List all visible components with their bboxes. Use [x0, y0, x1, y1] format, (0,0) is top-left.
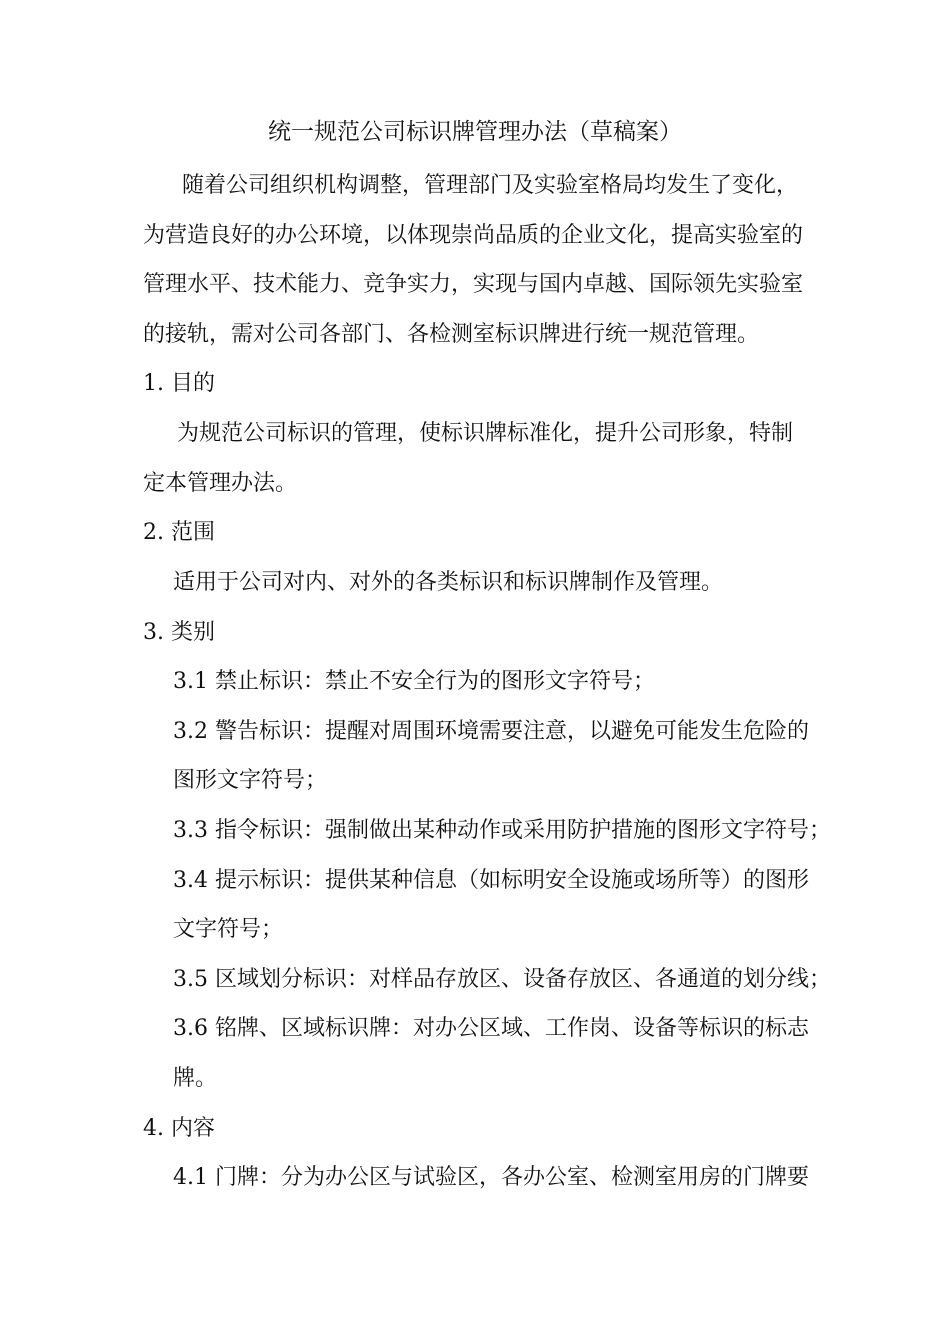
category-item: 3.4 提示标识：提供某种信息（如标明安全设施或场所等）的图形: [173, 868, 809, 893]
category-item: 牌。: [173, 1066, 218, 1091]
category-item: 3.3 指令标识：强制做出某种动作或采用防护措施的图形文字符号；: [173, 818, 831, 843]
category-item: 3.2 警告标识：提醒对周围环境需要注意，以避免可能发生危险的: [173, 719, 809, 744]
purpose-line: 定本管理办法。: [143, 471, 298, 496]
section-heading-purpose: 1. 目的: [143, 371, 215, 396]
section-heading-category: 3. 类别: [143, 620, 215, 645]
category-item: 图形文字符号；: [173, 768, 328, 793]
section-heading-content: 4. 内容: [143, 1116, 215, 1141]
category-item: 3.1 禁止标识：禁止不安全行为的图形文字符号；: [173, 669, 655, 694]
purpose-line: 为规范公司标识的管理，使标识牌标准化，提升公司形象，特制: [177, 421, 794, 446]
category-item: 文字符号；: [173, 917, 284, 942]
intro-line: 为营造良好的办公环境，以体现崇尚品质的企业文化，提高实验室的: [143, 223, 804, 248]
intro-line: 随着公司组织机构调整，管理部门及实验室格局均发生了变化，: [182, 173, 799, 198]
section-heading-scope: 2. 范围: [143, 520, 215, 545]
document-title: 统一规范公司标识牌管理办法（草稿案）: [268, 119, 682, 145]
intro-line: 的接轨，需对公司各部门、各检测室标识牌进行统一规范管理。: [143, 322, 760, 347]
content-item: 4.1 门牌：分为办公区与试验区，各办公室、检测室用房的门牌要: [173, 1165, 809, 1190]
scope-line: 适用于公司对内、对外的各类标识和标识牌制作及管理。: [173, 570, 724, 595]
category-item: 3.6 铭牌、区域标识牌：对办公区域、工作岗、设备等标识的标志: [173, 1016, 809, 1041]
category-item: 3.5 区域划分标识：对样品存放区、设备存放区、各通道的划分线；: [173, 967, 831, 992]
intro-line: 管理水平、技术能力、竞争实力，实现与国内卓越、国际领先实验室: [143, 272, 804, 297]
